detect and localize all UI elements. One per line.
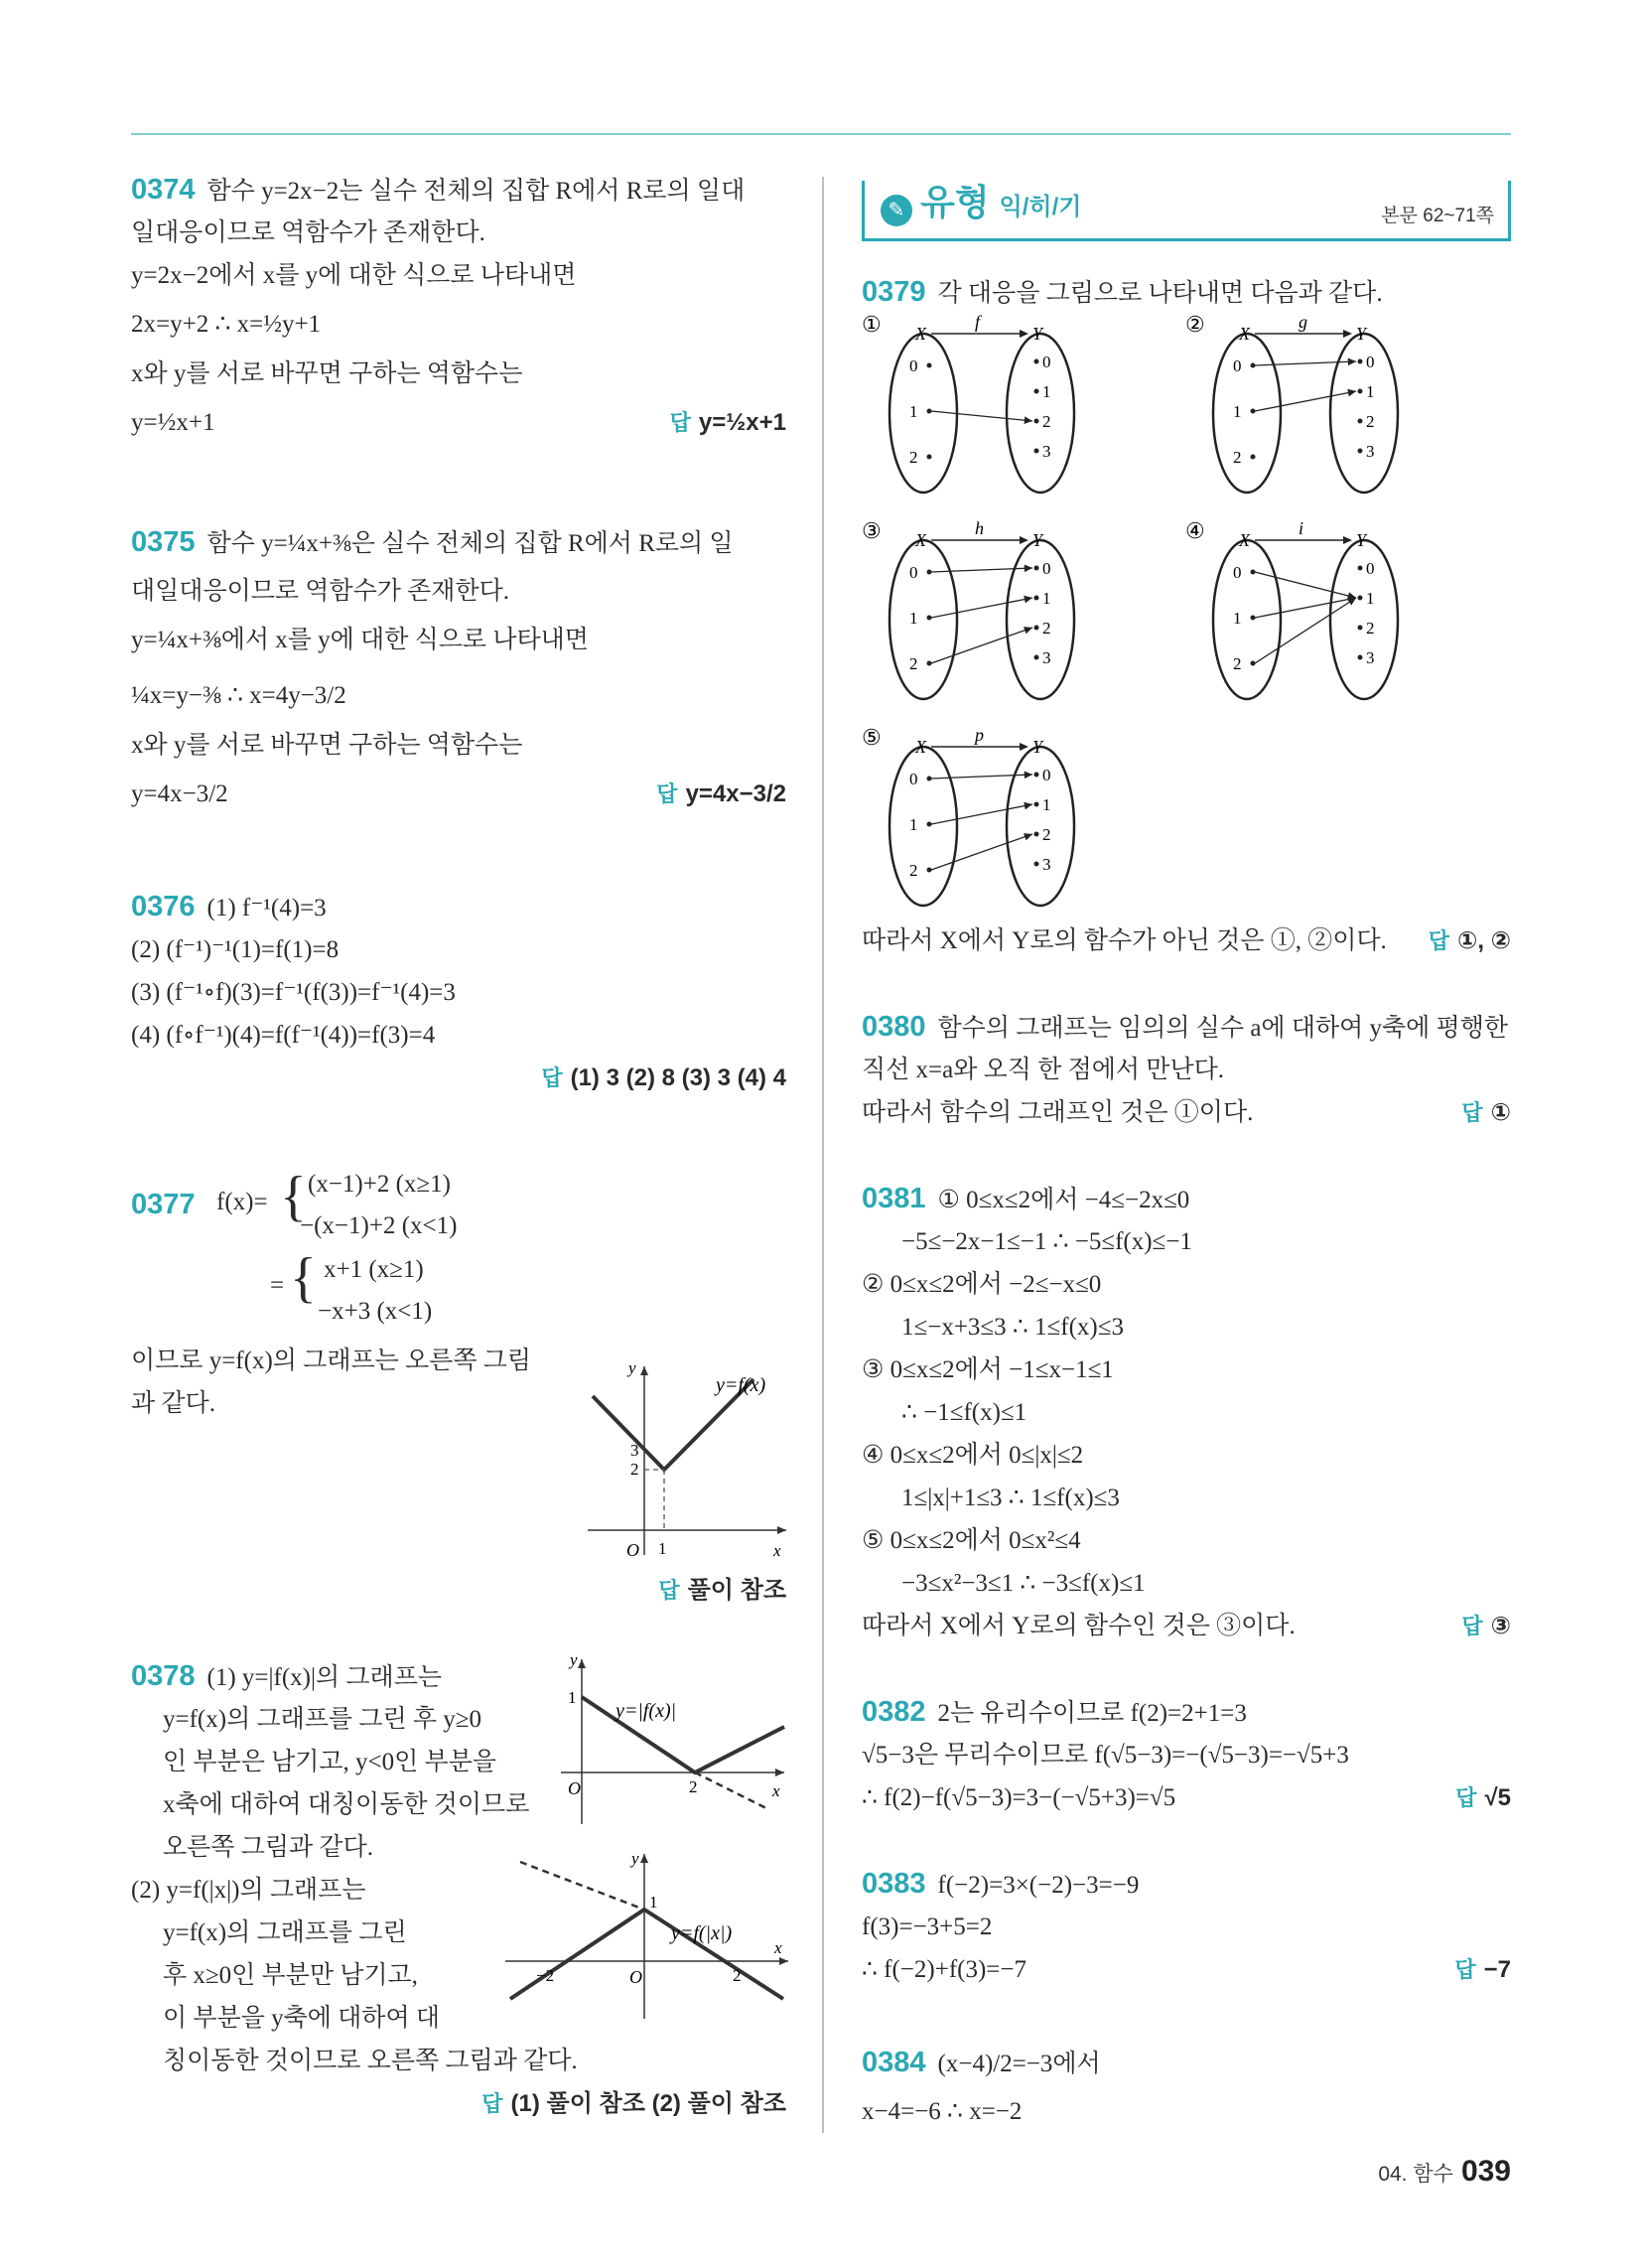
svg-text:0: 0 — [1042, 766, 1051, 784]
svg-text:3: 3 — [1042, 648, 1051, 667]
svg-text:2: 2 — [1042, 825, 1051, 844]
column-divider — [822, 177, 824, 2133]
page-reference: 본문 62~71쪽 — [1381, 206, 1494, 226]
answer: 답 −7 — [1454, 1956, 1511, 1983]
svg-text:0: 0 — [1233, 356, 1242, 375]
svg-text:h: h — [975, 518, 984, 538]
mapping-diagram-p — [862, 727, 1160, 901]
graph-abs-fx — [556, 1655, 788, 1834]
problem-number: 0381 — [862, 1183, 926, 1214]
page-number: 039 — [1460, 2155, 1511, 2188]
svg-text:0: 0 — [1042, 353, 1051, 371]
section-header: ✎ 유형 익/히/기 본문 62~71쪽 — [862, 181, 1511, 241]
svg-text:0: 0 — [909, 356, 918, 375]
svg-text:2: 2 — [1042, 619, 1051, 638]
svg-text:2: 2 — [733, 1966, 742, 1985]
svg-text:x: x — [773, 1541, 781, 1560]
svg-text:g: g — [1299, 312, 1307, 332]
svg-text:2: 2 — [1233, 654, 1242, 673]
svg-text:2: 2 — [1366, 619, 1375, 638]
svg-text:0: 0 — [1366, 559, 1375, 578]
svg-text:i: i — [1299, 518, 1304, 538]
answer: 답 √5 — [1455, 1784, 1511, 1811]
svg-text:p: p — [975, 725, 984, 745]
answer: 답 (1) 3 (2) 8 (3) 3 (4) 4 — [541, 1064, 786, 1091]
svg-text:y=|f(x)|: y=|f(x)| — [616, 1700, 677, 1722]
problem-0381: 0381 ① 0≤x≤2에서 −4≤−2x≤0 −5≤−2x−1≤−1 ∴ −5≤f(x)≤−1 ② 0≤x≤2에서 −2≤−x≤0 1≤−x+3≤3 ∴ 1≤f(x)≤3 ③ 0≤x≤2에서 −1≤x−1≤1 ∴ −1≤f(x)≤1 ④ 0≤x≤2에서 0≤|x|≤2 1≤|x|+1≤3 ∴ 1≤f(x)≤3 ⑤ 0≤x≤2에서 0≤x²≤4 −3≤x²−3≤1 ∴ −3≤f(x)≤1 따라서 X에서 Y로의 함수인 것은 ③이다. 답 ③ — [862, 1178, 1511, 1647]
section-name: 04. 함수 — [1378, 2163, 1453, 2186]
svg-text:1: 1 — [1042, 795, 1051, 814]
svg-text:2: 2 — [630, 1460, 639, 1479]
svg-text:0: 0 — [1042, 559, 1051, 578]
svg-text:①: ① — [862, 312, 882, 337]
problem-number: 0377 — [131, 1189, 196, 1220]
svg-text:3: 3 — [630, 1441, 639, 1460]
svg-text:Y: Y — [1356, 530, 1367, 550]
svg-text:X: X — [915, 324, 926, 344]
brace: { — [290, 1247, 317, 1309]
pencil-note-icon: ✎ — [881, 195, 912, 226]
answer: 답 y=½x+1 — [669, 409, 786, 436]
problem-0377: 0377 f(x)= { (x−1)+2 (x≥1) −(x−1)+2 (x<1) = { x+1 (x≥1) −x+3 (x<1) 이므로 y=f(x)의 그래프는 오른쪽 그림 과 같다. O 1 3 2 y x y=f(x) 답 풀이 참조 — [131, 1163, 786, 1612]
svg-text:1: 1 — [1366, 589, 1375, 608]
problem-0378: 0378 (1) y=|f(x)|의 그래프는 y=f(x)의 그래프를 그린 후 y≥0 인 부분은 남기고, y<0인 부분을 x축에 대하여 대칭이동한 것이므로 오른쪽 그림과 같다. (2) y=f(|x|)의 그래프는 y=f(x)의 그래프를 그린 후 x≥0인 부분만 남기고, 이 부분을 y축에 대하여 대 칭이동한 것이므로 오른쪽 그림과 같다. 답 (1) 풀이 참조 (2) 풀이 참조 O 1 2 y x y=|f(x)| O 1 −2 2 y x y=f(|x|) — [131, 1655, 786, 2112]
problem-number: 0376 — [131, 891, 196, 922]
svg-text:0: 0 — [909, 770, 918, 788]
svg-text:2: 2 — [909, 861, 918, 880]
svg-text:1: 1 — [909, 815, 918, 834]
svg-text:③: ③ — [862, 518, 882, 543]
problem-number: 0375 — [131, 526, 196, 558]
svg-text:1: 1 — [649, 1893, 658, 1912]
svg-text:3: 3 — [1042, 855, 1051, 874]
svg-text:3: 3 — [1366, 648, 1375, 667]
svg-text:O: O — [629, 1967, 642, 1987]
svg-text:3: 3 — [1042, 442, 1051, 461]
problem-0376: 0376 (1) f⁻¹(4)=3 (2) (f⁻¹)⁻¹(1)=f(1)=8 (3) (f⁻¹∘f)(3)=f⁻¹(f(3))=f⁻¹(4)=3 (4) (f∘f⁻¹)(4)=f(f⁻¹(4))=f(3)=4 답 (1) 3 (2) 8 (3) 3 (4) 4 — [131, 886, 786, 1099]
problem-number: 0383 — [862, 1868, 926, 1900]
svg-text:1: 1 — [1233, 609, 1242, 628]
svg-text:X: X — [915, 737, 926, 757]
svg-text:0: 0 — [1233, 563, 1242, 582]
svg-text:0: 0 — [909, 563, 918, 582]
svg-text:1: 1 — [1366, 382, 1375, 401]
svg-text:O: O — [568, 1778, 581, 1798]
answer: 답 풀이 참조 — [658, 1577, 786, 1604]
problem-number: 0384 — [862, 2047, 926, 2078]
svg-text:X: X — [915, 530, 926, 550]
svg-text:2: 2 — [1233, 448, 1242, 467]
svg-text:X: X — [1239, 530, 1250, 550]
svg-text:1: 1 — [909, 609, 918, 628]
mapping-diagram-h — [862, 520, 1160, 694]
problem-number: 0379 — [862, 276, 926, 308]
svg-text:0: 0 — [1366, 353, 1375, 371]
svg-text:2: 2 — [909, 654, 918, 673]
mapping-diagram-i — [1185, 520, 1483, 694]
answer: 답 ①, ② — [1428, 927, 1511, 954]
problem-0380: 0380 함수의 그래프는 임의의 실수 a에 대하여 y축에 평행한 직선 x=a와 오직 한 점에서 만난다. 따라서 함수의 그래프인 것은 ①이다. 답 ① — [862, 1006, 1511, 1134]
svg-text:1: 1 — [1042, 589, 1051, 608]
graph-f-abs-x — [500, 1850, 788, 2039]
answer: 답 ① — [1461, 1099, 1511, 1126]
svg-text:Y: Y — [1032, 324, 1043, 344]
svg-text:y=f(|x|): y=f(|x|) — [671, 1922, 733, 1944]
svg-text:y: y — [570, 1655, 578, 1669]
svg-text:1: 1 — [909, 402, 918, 421]
problem-0379: 0379 각 대응을 그림으로 나타내면 다음과 같다. ① X Y f 0 1 2 0 1 2 3 ② X Y g 0 1 2 0 1 2 3 ③ X Y h 0 1 2 0 1 2 3 ④ X Y i 0 1 2 0 1 2 3 ⑤ X Y p 0 1 2 0 1 2 3 따라서 X에서 Y로의 함수가 아닌 것은 ①, ②이다. 답 ①, ② — [862, 271, 1511, 962]
answer: 답 y=4x−3/2 — [656, 780, 786, 807]
mapping-diagram-f — [862, 314, 1160, 488]
svg-text:1: 1 — [658, 1539, 667, 1558]
svg-text:②: ② — [1185, 312, 1205, 337]
svg-text:−2: −2 — [536, 1966, 555, 1985]
svg-text:X: X — [1239, 324, 1250, 344]
svg-text:2: 2 — [689, 1777, 698, 1796]
svg-text:1: 1 — [1233, 402, 1242, 421]
svg-text:2: 2 — [909, 448, 918, 467]
graph-fx — [583, 1361, 791, 1560]
svg-text:x: x — [772, 1781, 780, 1800]
svg-text:⑤: ⑤ — [862, 725, 882, 750]
right-column — [862, 181, 1511, 2133]
brace: { — [280, 1166, 307, 1227]
top-rule — [131, 133, 1511, 135]
svg-text:O: O — [626, 1540, 639, 1560]
problem-number: 0378 — [131, 1660, 196, 1692]
svg-text:2: 2 — [1366, 412, 1375, 431]
problem-0375: 0375 함수 y=¼x+⅜은 실수 전체의 집합 R에서 R로의 일 대일대응이므로 역함수가 존재한다. y=¼x+⅜에서 x를 y에 대한 식으로 나타내면 ¼x=y−⅜ ∴ x=4y−3/2 x와 y를 서로 바꾸면 구하는 역함수는 y=4x−3/2 답 y=4x−3/2 — [131, 514, 786, 822]
svg-text:f: f — [975, 312, 981, 332]
svg-text:x: x — [774, 1938, 782, 1957]
svg-text:Y: Y — [1032, 530, 1043, 550]
problem-0382: 0382 2는 유리수이므로 f(2)=2+1=3 √5−3은 무리수이므로 f(√5−3)=−(√5−3)=−√5+3 ∴ f(2)−f(√5−3)=3−(−√5+3)=√5 답 √5 — [862, 1691, 1511, 1819]
svg-text:3: 3 — [1366, 442, 1375, 461]
mapping-diagram-g — [1185, 314, 1483, 488]
left-column — [131, 169, 786, 2117]
page-footer — [1378, 2155, 1511, 2189]
problem-0374: 0374 함수 y=2x−2는 실수 전체의 집합 R에서 R로의 일대 일대응이므로 역함수가 존재한다. y=2x−2에서 x를 y에 대한 식으로 나타내면 2x=y+2 ∴ x=½y+1 x와 y를 서로 바꾸면 구하는 역함수는 y=½x+1 답 y=½x+1 — [131, 169, 786, 451]
svg-text:y: y — [628, 1361, 636, 1377]
problem-number: 0374 — [131, 174, 196, 206]
svg-text:Y: Y — [1032, 737, 1043, 757]
problem-0383: 0383 f(−2)=3×(−2)−3=−9 f(3)=−3+5=2 ∴ f(−2)+f(3)=−7 답 −7 — [862, 1863, 1511, 1991]
svg-text:④: ④ — [1185, 518, 1205, 543]
answer: 답 ③ — [1461, 1613, 1511, 1639]
problem-0384: 0384 (x−4)/2=−3에서 x−4=−6 ∴ x=−2 — [862, 2047, 1101, 2125]
svg-text:y: y — [631, 1850, 639, 1868]
problem-number: 0380 — [862, 1011, 926, 1043]
svg-text:2: 2 — [1042, 412, 1051, 431]
svg-text:y=f(x): y=f(x) — [716, 1374, 766, 1396]
svg-text:1: 1 — [1042, 382, 1051, 401]
answer: 답 (1) 풀이 참조 (2) 풀이 참조 — [481, 2090, 786, 2117]
problem-number: 0382 — [862, 1696, 926, 1728]
svg-text:1: 1 — [568, 1688, 577, 1707]
mapping-diagrams — [862, 314, 1511, 920]
svg-text:Y: Y — [1356, 324, 1367, 344]
